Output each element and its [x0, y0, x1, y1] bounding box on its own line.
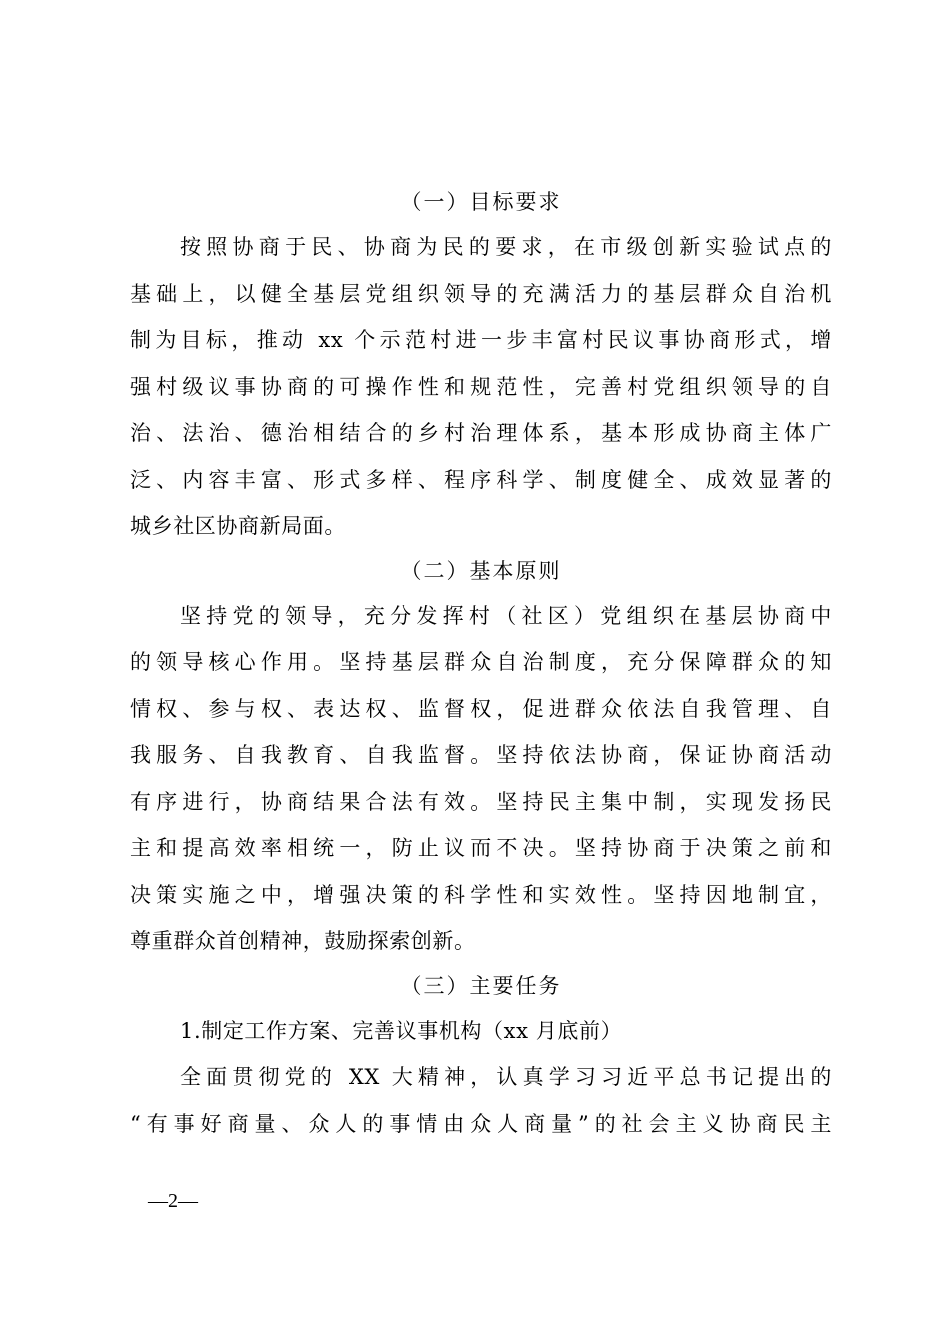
section-heading-principles: （二）基本原则 [400, 558, 562, 583]
subheading-task-1 [130, 1008, 832, 1055]
text-line: 泛、内容丰富、形式多样、程序科学、制度健全、成效显著的 [130, 467, 832, 492]
text-line: 的领导核心作用。坚持基层群众自治制度，充分保障群众的知 [130, 650, 832, 674]
text-line: 有序进行，协商结果合法有效。坚持民主集中制，实现发扬民 [130, 789, 832, 814]
text-line: 情权、参与权、表达权、监督权，促进群众依法自我管理、自 [130, 696, 832, 721]
text-line: 城乡社区协商新局面。 [130, 514, 346, 538]
text-line: 强村级议事协商的可操作性和规范性，完善村党组织领导的自 [130, 374, 832, 399]
text-line: 治、法治、德治相结合的乡村治理体系，基本形成协商主体广 [130, 421, 832, 445]
text-line: 全面贯彻党的 XX 大精神，认真学习习近平总书记提出的 [180, 1065, 832, 1089]
text-line: 按照协商于民、协商为民的要求，在市级创新实验试点的 [180, 235, 832, 259]
paragraph-tasks [130, 1054, 832, 1147]
text-line: 我服务、自我教育、自我监督。坚持依法协商，保证协商活动 [130, 743, 832, 767]
task-item-title: 1.制定工作方案、完善议事机构（xx 月底前） [180, 1018, 623, 1043]
text-line: “有事好商量、众人的事情由众人商量”的社会主义协商民主 [130, 1111, 832, 1136]
paragraph-goals [130, 224, 832, 550]
text-line: 制为目标，推动 xx 个示范村进一步丰富村民议事协商形式，增 [130, 328, 832, 352]
text-line: 基础上，以健全基层党组织领导的充满活力的基层群众自治机 [130, 281, 832, 306]
text-line: 坚持党的领导，充分发挥村（社区）党组织在基层协商中 [180, 603, 832, 628]
section-heading-goals: （一）目标要求 [400, 190, 562, 214]
text-line: 主和提高效率相统一，防止议而不决。坚持协商于决策之前和 [130, 836, 832, 860]
paragraph-principles [130, 593, 832, 965]
text-line: 决策实施之中，增强决策的科学性和实效性。坚持因地制宜， [130, 882, 832, 907]
document-body [130, 181, 832, 1147]
section-heading-tasks: （三）主要任务 [400, 973, 562, 998]
page-number: —2— [148, 1190, 198, 1212]
text-line: 尊重群众首创精神，鼓励探索创新。 [130, 929, 476, 953]
